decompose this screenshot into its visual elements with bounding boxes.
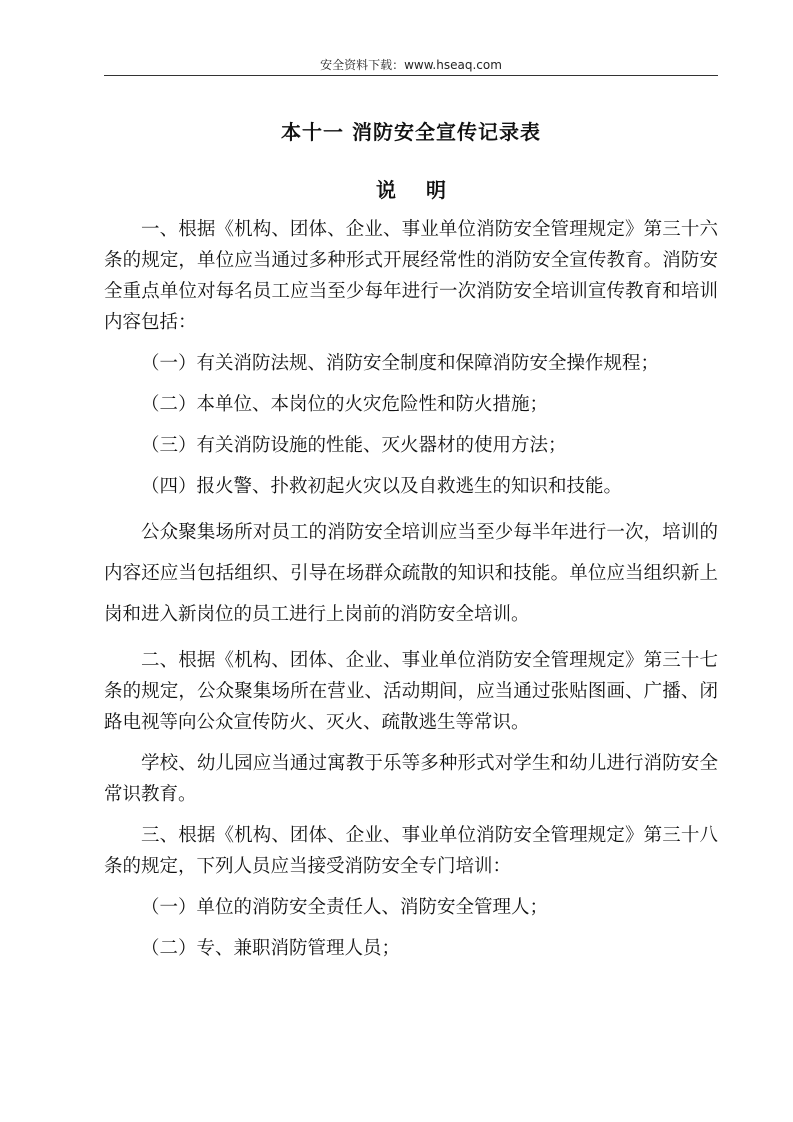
paragraph: 三、根据《机构、团体、企业、事业单位消防安全管理规定》第三十八条的规定，下列人员应当接受消防安全专门培训： [104,825,718,877]
document-body [104,214,718,964]
section-heading: 说明 [376,178,476,202]
document-title: 本十一 消防安全宣传记录表 [281,120,541,144]
paragraph: 一、根据《机构、团体、企业、事业单位消防安全管理规定》第三十六条的规定，单位应当通过多种形式开展经常性的消防安全宣传教育。消防安全重点单位对每名员工应当至少每年进行一次消防安全培训宣传教育和培训内容包括： [104,219,718,333]
paragraph: （四）报火警、扑救初起火灾以及自救逃生的知识和技能。 [141,476,623,497]
paragraph: （二）本单位、本岗位的火灾危险性和防火措施； [141,394,549,415]
paragraph: （一）有关消防法规、消防安全制度和保障消防安全操作规程； [141,353,660,374]
paragraph: 二、根据《机构、团体、企业、事业单位消防安全管理规定》第三十七条的规定，公众聚集场所在营业、活动期间，应当通过张贴图画、广播、闭路电视等向公众宣传防火、灭火、疏散逃生等常识。 [104,650,718,733]
paragraph: （三）有关消防设施的性能、灭火器材的使用方法； [141,435,567,456]
paragraph: 公众聚集场所对员工的消防安全培训应当至少每半年进行一次，培训的内容还应当包括组织、引导在场群众疏散的知识和技能。单位应当组织新上岗和进入新岗位的员工进行上岗前的消防安全培训。 [104,522,718,625]
header-rule [104,75,718,76]
paragraph: （一）单位的消防安全责任人、消防安全管理人； [141,897,549,918]
paragraph: 学校、幼儿园应当通过寓教于乐等多种形式对学生和幼儿进行消防安全常识教育。 [104,753,718,805]
paragraph: （二）专、兼职消防管理人员； [141,938,401,959]
page-header: 安全资料下载：www.hseaq.com [320,58,502,72]
